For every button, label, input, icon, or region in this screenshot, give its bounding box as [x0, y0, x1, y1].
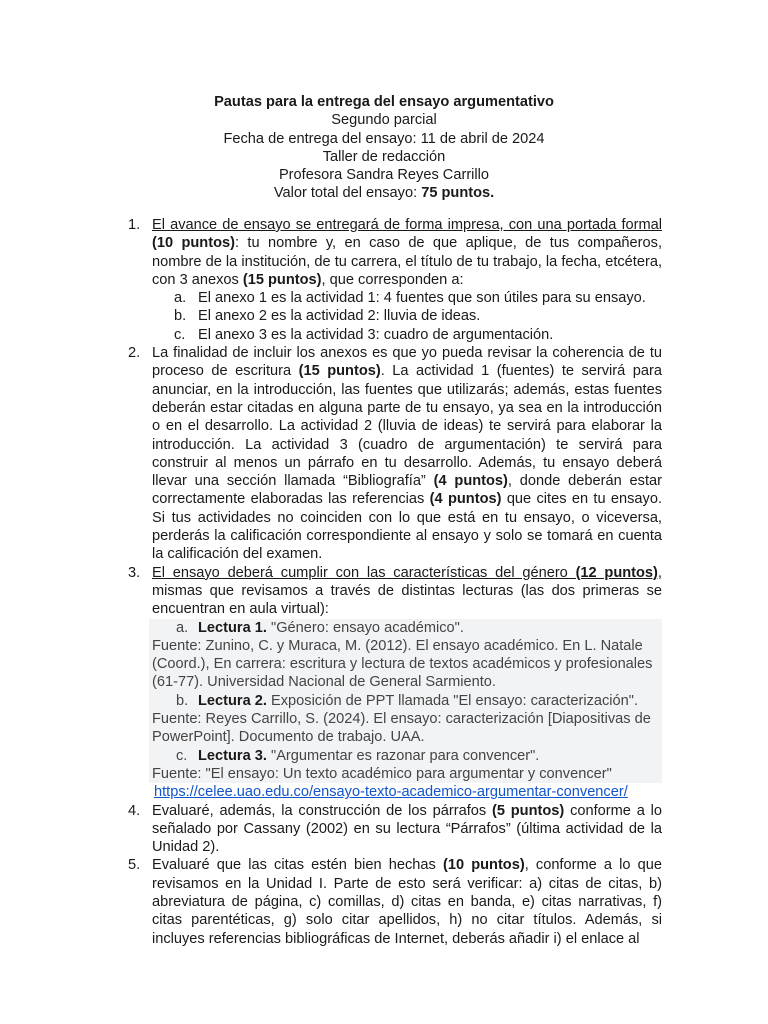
- header-line-course: Taller de redacción: [322, 148, 446, 165]
- total-value-points: 75 puntos.: [421, 185, 495, 202]
- readings-block: [149, 619, 662, 784]
- reading-a: [152, 619, 662, 637]
- sub-letter: b.: [174, 308, 187, 325]
- reading-label: Lectura 2.: [198, 692, 267, 709]
- sub-letter: c.: [176, 747, 188, 764]
- list-number: 3.: [128, 564, 141, 581]
- sub-letter: a.: [176, 619, 189, 636]
- list-item-3: [128, 564, 662, 619]
- points-badge: (15 puntos): [298, 363, 381, 380]
- list-item-1: [128, 216, 662, 289]
- item-text: , conforme a lo que revisamos en la Unidad I. Parte de esto será verificar: a) citas de citas, b) abreviatura de página, c) comillas, d) citas en banda, e) citas narrativas, f) citas parentéticas, g) solo citar apellidos, h) no citar títulos. Además, si incluyes referencias bibliográficas de Internet, deberás añadir i) el enlace al: [152, 857, 662, 947]
- reading-b: [152, 692, 662, 710]
- points-badge: (10 puntos): [152, 235, 235, 252]
- points-badge: (5 puntos): [491, 802, 565, 819]
- points-badge: (12 puntos): [575, 564, 658, 581]
- sub-item-c: [152, 326, 662, 344]
- points-badge: (4 puntos): [433, 473, 508, 490]
- reading-title: Exposición de PPT llamada "El ensayo: caracterización".: [266, 692, 639, 709]
- sub-item-b: [152, 307, 662, 325]
- reading-title: "Argumentar es razonar para convencer".: [266, 747, 540, 764]
- underlined-text: El avance de ensayo se entregará de forma impresa, con una portada formal: [152, 217, 662, 233]
- reading-link-line: [152, 783, 662, 801]
- sub-letter: b.: [176, 692, 189, 709]
- item-text: , mismas que revisamos a través de distintas lecturas (las dos primeras se encuentran en aula virtual):: [152, 564, 662, 618]
- header-line-due-date: Fecha de entrega del ensayo: 11 de abril de 2024: [223, 130, 545, 147]
- underlined-text: El ensayo deberá cumplir con las características del género: [152, 564, 576, 581]
- sub-letter: c.: [174, 326, 186, 343]
- reading-source: Fuente: "El ensayo: Un texto académico para argumentar y convencer": [152, 765, 612, 782]
- points-badge: (10 puntos): [442, 857, 525, 874]
- sub-text: El anexo 1 es la actividad 1: 4 fuentes que son útiles para su ensayo.: [198, 290, 646, 307]
- sub-text: El anexo 3 es la actividad 3: cuadro de argumentación.: [198, 326, 554, 343]
- header-line-teacher: Profesora Sandra Reyes Carrillo: [278, 167, 490, 184]
- list-item-4: [128, 802, 662, 857]
- item-text: , que corresponden a:: [321, 271, 464, 288]
- document-header: [0, 93, 768, 203]
- sub-letter: a.: [174, 290, 187, 307]
- item-text: : tu nombre y, en caso de que aplique, de tus compañeros, nombre de la institución, de tu carrera, el título de tu trabajo, la fecha, etcétera, con 3 anexos: [152, 235, 662, 288]
- item-text: . La actividad 1 (fuentes) te servirá para anunciar, en la introducción, las fuentes que utilizarás; además, estas fuentes deberán estar citadas en alguna parte de tu ensayo, ya sea en la introducción o en el desarrollo. La actividad 2 (lluvia de ideas) te servirá para elaborar la introducción. La actividad 3 (cuadro de argumentación) te servirá para construir al menos un párrafo en tu desarrollo. Además, tu ensayo deberá llevar una sección llamada “Bibliografía”: [152, 363, 662, 490]
- sub-item-a: [152, 289, 662, 307]
- item-text: , donde deberán estar correctamente elaboradas las referencias: [152, 473, 662, 508]
- total-value-label: Valor total del ensayo:: [273, 185, 422, 202]
- reading-label: Lectura 3.: [198, 747, 267, 764]
- list-number: 5.: [128, 857, 141, 874]
- header-line-total-value: [0, 184, 768, 202]
- reading-3-link[interactable]: https://celee.uao.edu.co/ensayo-texto-academico-argumentar-convencer/: [154, 784, 628, 801]
- list-number: 2.: [128, 345, 141, 362]
- reading-source: Fuente: Reyes Carrillo, S. (2024). El ensayo: caracterización [Diapositivas de PowerPoint]. Documento de trabajo. UAA.: [152, 711, 651, 746]
- points-badge: (4 puntos): [429, 491, 502, 508]
- list-item-5: [128, 856, 662, 947]
- reading-source: Fuente: Zunino, C. y Muraca, M. (2012). El ensayo académico. En L. Natale (Coord.), En carrera: escritura y lectura de textos académicos y profesionales (61-77). Universidad Nacional de General Sarmiento.: [152, 637, 653, 691]
- item-text: Evaluaré que las citas estén bien hechas: [152, 857, 443, 874]
- list-number: 4.: [128, 802, 141, 819]
- sub-text: El anexo 2 es la actividad 2: lluvia de ideas.: [198, 308, 481, 325]
- reading-label: Lectura 1.: [198, 619, 267, 636]
- item-text: que cites en tu ensayo. Si tus actividades no coinciden con lo que está en tu ensayo, o viceversa, perderás la calificación correspondiente al ensayo y solo se tomará en cuenta la calificación del examen.: [152, 491, 663, 563]
- reading-title: "Género: ensayo académico".: [266, 619, 464, 636]
- list-number: 1.: [128, 217, 141, 233]
- document-title: Pautas para la entrega del ensayo argumentativo: [214, 94, 554, 110]
- list-item-2: [128, 344, 663, 564]
- points-badge: (15 puntos): [242, 271, 322, 288]
- reading-c: [152, 747, 662, 765]
- guidelines-list: [128, 216, 663, 948]
- item-text: Evaluaré, además, la construcción de los párrafos: [152, 802, 492, 819]
- header-line-partial: Segundo parcial: [331, 112, 437, 129]
- item-text: conforme a lo señalado por Cassany (2002) en su lectura “Párrafos” (última actividad de la Unidad 2).: [152, 802, 662, 856]
- item-text: La finalidad de incluir los anexos es que yo pueda revisar la coherencia de tu proceso de escritura: [152, 345, 662, 380]
